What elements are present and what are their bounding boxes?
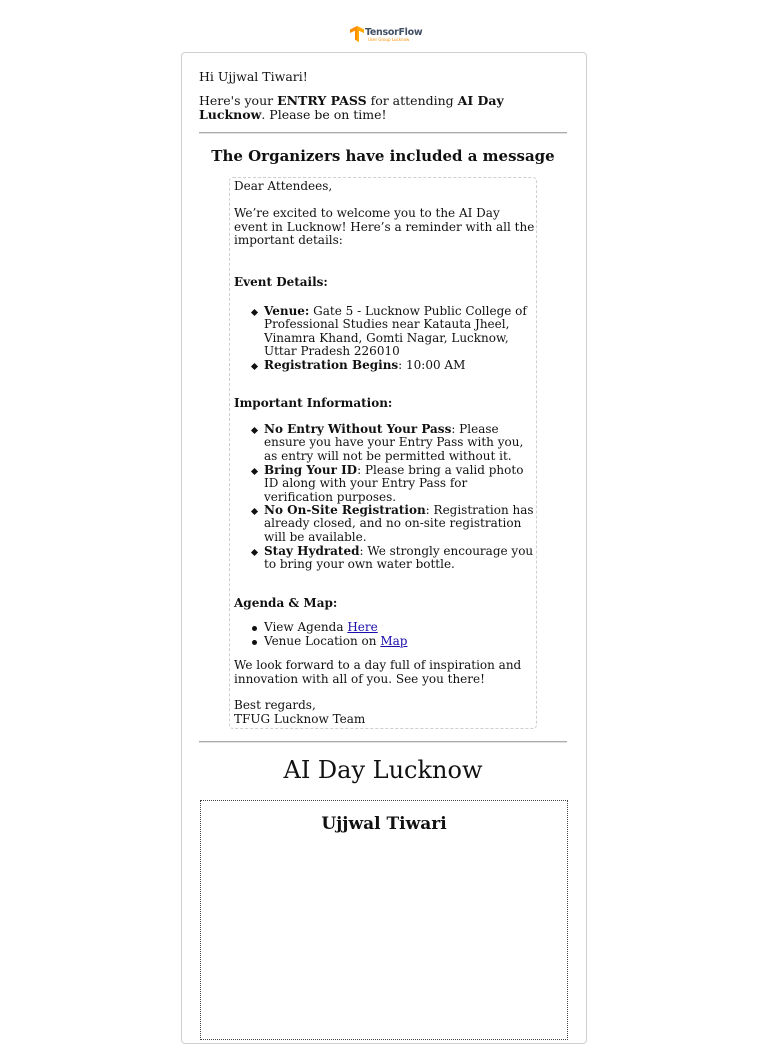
item-text: Gate 5 - Lucknow Public College of Professional Studies near Katauta Jheel, Vinamra Khand, Gomti Nagar, Lucknow, Uttar Pradesh 226010 <box>264 304 527 359</box>
important-item <box>264 504 536 544</box>
intro-text <box>199 94 571 122</box>
agenda-heading: Agenda & Map: <box>234 596 338 610</box>
item-label: Bring Your ID <box>264 463 358 477</box>
item-text: : 10:00 AM <box>398 358 466 372</box>
item-text: : Please ensure you have your Entry Pass with you, as entry will not be permitted without it. <box>264 422 524 463</box>
important-item <box>264 464 536 504</box>
registration-item <box>264 359 536 372</box>
agenda-item-text: View Agenda <box>264 620 348 634</box>
event-details-heading: Event Details: <box>234 275 328 289</box>
item-label: Venue: <box>264 304 310 318</box>
map-link[interactable]: Map <box>380 633 408 648</box>
signature: TFUG Lucknow Team <box>234 711 366 726</box>
tensorflow-logo <box>350 26 423 44</box>
welcome-line: event in Lucknow! Here’s a reminder with all the <box>234 219 535 234</box>
important-item <box>264 423 536 463</box>
item-label: No On-Site Registration <box>264 503 426 517</box>
item-label: Registration Begins <box>264 358 399 372</box>
closing-line: innovation with all of you. See you there! <box>234 671 485 686</box>
important-item <box>264 545 536 572</box>
sign-off: Best regards, <box>234 698 316 712</box>
item-text: : We strongly encourage you to bring your own water bottle. <box>264 544 534 572</box>
item-label: No Entry Without Your Pass <box>264 422 452 436</box>
event-title: AI Day Lucknow <box>283 756 483 784</box>
welcome-line: important details: <box>234 233 343 247</box>
divider <box>199 741 567 743</box>
item-text: : Registration has already closed, and no on-site registration will be available. <box>264 503 534 544</box>
greeting: Hi Ujjwal Tiwari! <box>199 69 308 84</box>
salutation: Dear Attendees, <box>234 179 333 193</box>
agenda-item-text: Venue Location on <box>264 633 381 648</box>
item-label: Stay Hydrated <box>264 544 360 558</box>
logo-title: TensorFlow <box>365 27 423 38</box>
logo-subtitle: User Group Lucknow <box>368 37 410 42</box>
intro-prefix: Here's your <box>199 93 278 108</box>
tensorflow-icon <box>350 26 364 42</box>
organizer-heading: The Organizers have included a message <box>211 147 555 165</box>
event-name: AI Day Lucknow <box>199 93 504 122</box>
item-text: : Please bring a valid photo ID along with your Entry Pass for verification purposes. <box>264 463 524 504</box>
entry-pass-card <box>200 800 568 1040</box>
attendee-name: Ujjwal Tiwari <box>321 814 447 834</box>
entry-pass-label: ENTRY PASS <box>277 93 367 108</box>
agenda-item <box>264 621 536 634</box>
divider <box>199 132 567 134</box>
bullet-icon <box>252 626 257 631</box>
welcome-line: We’re excited to welcome you to the AI Day <box>234 206 500 220</box>
important-heading: Important Information: <box>234 396 393 410</box>
bullet-icon <box>252 640 257 645</box>
intro-suffix: . Please be on time! <box>261 107 387 122</box>
closing-line: We look forward to a day full of inspiration and <box>234 658 522 672</box>
agenda-link[interactable]: Here <box>347 620 378 634</box>
intro-middle: for attending <box>366 93 458 108</box>
agenda-item <box>264 635 536 648</box>
venue-item <box>264 305 536 359</box>
